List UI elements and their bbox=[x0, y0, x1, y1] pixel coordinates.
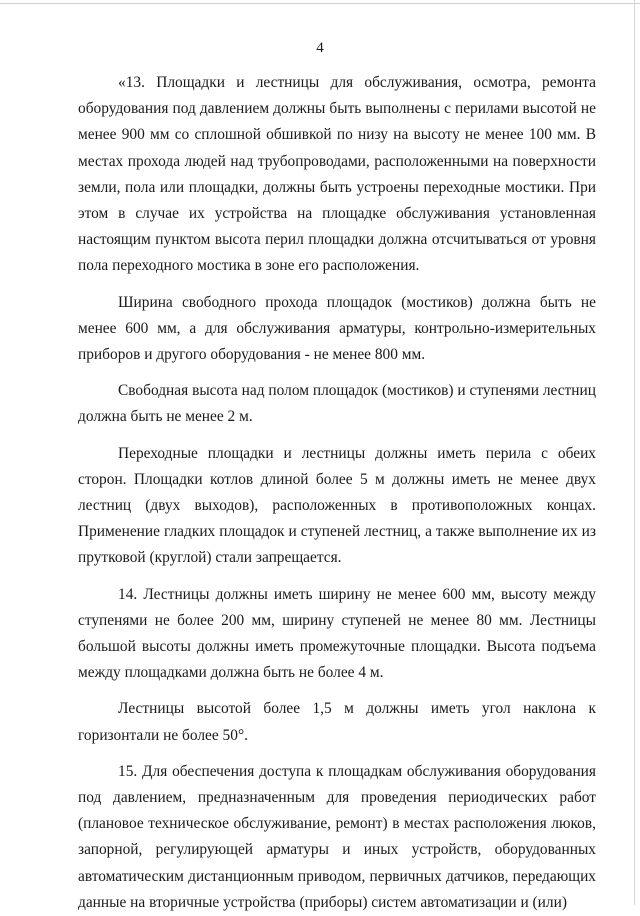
paragraph-15: 15. Для обеспечения доступа к площадкам обслуживания оборудования под давлением, предназначенным для проведения периодических работ (плановое техническое обслуживание, ремонт) в местах расположения люков, запорной, регулирующей арматуры и иных устройств, оборудованных автоматическим дистанционным приводом, первичных датчиков, передающих данные на вторичные устройства (приборы) систем автоматизации и (или) bbox=[78, 762, 596, 911]
scan-edge-top bbox=[0, 3, 640, 4]
paragraph-clear-height: Свободная высота над полом площадок (мостиков) и ступенями лестниц должна быть не менее 2 м. bbox=[78, 382, 596, 426]
paragraph-passage-width: Ширина свободного прохода площадок (мостиков) должна быть не менее 600 мм, а для обслуживания арматуры, контрольно-измерительных приборов и другого оборудования - не менее 800 мм. bbox=[78, 293, 596, 364]
paragraph-14: 14. Лестницы должны иметь ширину не менее 600 мм, высоту между ступенями не более 200 мм, ширину ступеней не менее 80 мм. Лестницы большой высоты должны иметь промежуточные площадки. Высота подъема между площадками должна быть не более 4 м. bbox=[78, 585, 596, 682]
document-body bbox=[78, 70, 596, 916]
page-number: 4 bbox=[316, 40, 324, 56]
paragraph-ladder-angle: Лестницы высотой более 1,5 м должны иметь угол наклона к горизонтали не более 50°. bbox=[78, 700, 596, 744]
scan-edge-right bbox=[634, 0, 635, 905]
paragraph-railings: Переходные площадки и лестницы должны иметь перила с обеих сторон. Площадки котлов длиной более 5 м должны иметь не менее двух лестниц (двух выходов), расположенных в противоположных концах. Применение гладких площадок и ступеней лестниц, а также выполнение их из прутковой (круглой) стали запрещается. bbox=[78, 444, 596, 567]
paragraph-13: «13. Площадки и лестницы для обслуживания, осмотра, ремонта оборудования под давлением должны быть выполнены с перилами высотой не менее 900 мм со сплошной обшивкой по низу на высоту не менее 100 мм. В местах прохода людей над трубопроводами, расположенными на поверхности земли, пола или площадки, должны быть устроены переходные мостики. При этом в случае их устройства на площадке обслуживания установленная настоящим пунктом высота перил площадки должна отсчитываться от уровня пола переходного мостика в зоне его расположения. bbox=[78, 74, 596, 275]
